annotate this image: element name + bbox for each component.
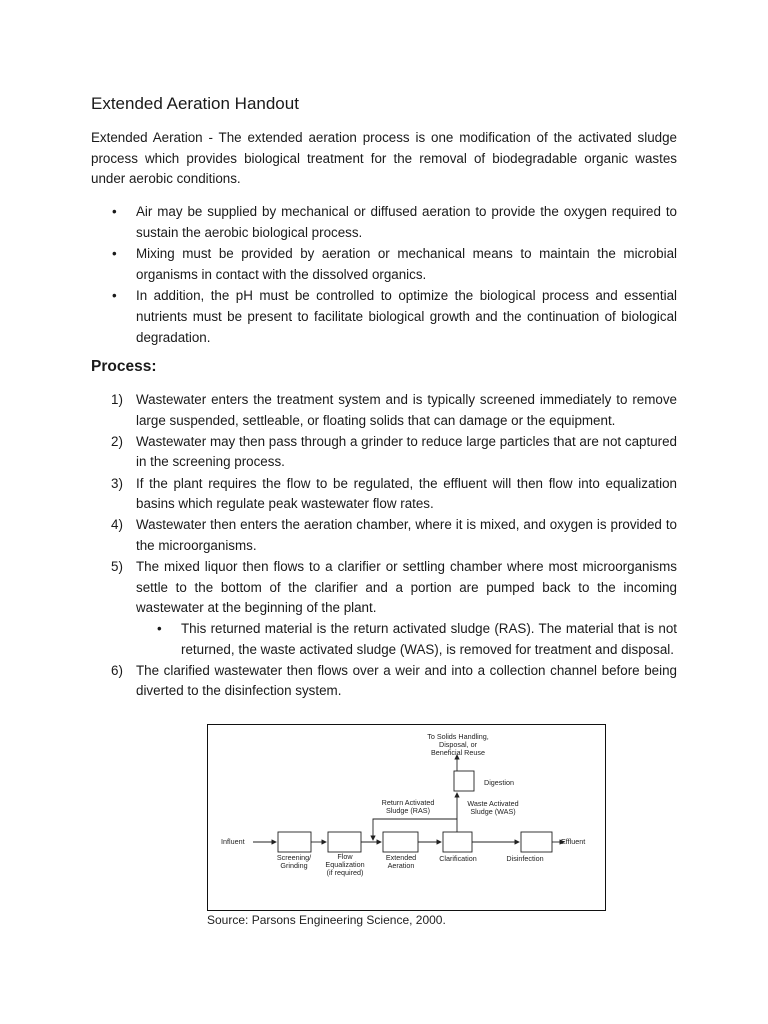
step-item: 1) Wastewater enters the treatment system and is typically screened immediately to remove large suspended, settleable, or floating solids that can damage or the equipment. xyxy=(111,392,677,428)
bullet-icon: • xyxy=(112,288,117,304)
bullet-item: • Air may be supplied by mechanical or diffused aeration to provide the oxygen required to sustain the aerobic biological process. xyxy=(112,204,677,240)
step-item: 3) If the plant requires the flow to be regulated, the effluent will then flow into equalization basins which regulate peak wastewater flow rates. xyxy=(111,475,677,512)
flow-equalization-box xyxy=(328,832,361,852)
aeration-label: Extended xyxy=(385,853,417,862)
aeration-label: Aeration xyxy=(387,861,415,870)
step-item: 2) Wastewater may then pass through a grinder to reduce large particles that are not captured in the screening process. xyxy=(111,433,677,470)
bullet-list xyxy=(112,202,677,349)
ras-label: Return Activated xyxy=(381,798,435,807)
clarification-label: Clarification xyxy=(439,854,477,863)
extended-aeration-box xyxy=(383,832,418,852)
step-number: 3) xyxy=(111,475,123,491)
intro-paragraph: Extended Aeration - The extended aeration process is one modification of the activated sludge process which provides biological treatment for the removal of biodegradable organic wastes under aerobic conditions. xyxy=(91,130,677,187)
diagram-svg xyxy=(208,725,607,912)
bullet-item: • In addition, the pH must be controlled to optimize the biological process and essential nutrients must be present to facilitate biological growth and the continuation of biological degradation. xyxy=(112,288,677,345)
solids-label: Disposal, or xyxy=(439,740,477,749)
digestion-label: Digestion xyxy=(484,778,514,787)
figure-source: Source: Parsons Engineering Science, 2000. xyxy=(207,913,446,927)
clarification-box xyxy=(443,832,472,852)
step-number: 4) xyxy=(111,517,123,533)
step-number: 6) xyxy=(111,662,123,678)
process-flow-diagram xyxy=(207,724,606,911)
solids-label: Beneficial Reuse xyxy=(431,748,485,757)
disinfection-label: Disinfection xyxy=(506,854,544,863)
ras-label: Sludge (RAS) xyxy=(386,806,430,815)
sub-bullet-list xyxy=(136,619,677,660)
bullet-icon: • xyxy=(112,204,117,219)
screening-label: Grinding xyxy=(280,861,308,870)
process-steps xyxy=(111,390,677,702)
step-item: 6) The clarified wastewater then flows over a weir and into a collection channel before being diverted to the disinfection system. xyxy=(111,662,677,699)
flow-eq-label: Flow xyxy=(337,852,353,861)
page-title: Extended Aeration Handout xyxy=(91,94,299,113)
effluent-label: Effluent xyxy=(561,837,586,846)
solids-label: To Solids Handling, xyxy=(427,732,489,741)
step-number: 2) xyxy=(111,433,123,449)
digestion-box xyxy=(454,771,474,791)
was-label: Sludge (WAS) xyxy=(470,807,516,816)
process-heading: Process: xyxy=(91,358,157,375)
step-item: 5) The mixed liquor then flows to a clarifier or settling chamber where most microorganisms settle to the bottom of the clarifier and a portion are pumped back to the incoming wastewater at the beginning of the plant. • This returned material is the return activated sludge (RAS). The material that is not returned, the waste activated sludge (WAS), is removed for treatment and disposal. xyxy=(136,557,677,660)
disinfection-box xyxy=(521,832,552,852)
bullet-icon: • xyxy=(112,246,117,262)
sub-bullet-item: • This returned material is the return activated sludge (RAS). The material that is not returned, the waste activated sludge (WAS), is removed for treatment and disposal. xyxy=(157,620,677,657)
influent-label: Influent xyxy=(221,837,245,846)
screening-box xyxy=(278,832,311,852)
step-number: 5) xyxy=(111,559,123,575)
flow-eq-label: (if required) xyxy=(326,868,364,877)
step-number: 1) xyxy=(111,392,123,407)
bullet-icon: • xyxy=(157,620,162,636)
flow-eq-label: Equalization xyxy=(325,860,365,869)
was-label: Waste Activated xyxy=(467,799,519,808)
step-item: 4) Wastewater then enters the aeration chamber, where it is mixed, and oxygen is provided to the microorganisms. xyxy=(111,517,677,553)
screening-label: Screening/ xyxy=(276,853,312,862)
bullet-item: • Mixing must be provided by aeration or mechanical means to maintain the microbial organisms in contact with the dissolved organics. xyxy=(112,246,677,282)
